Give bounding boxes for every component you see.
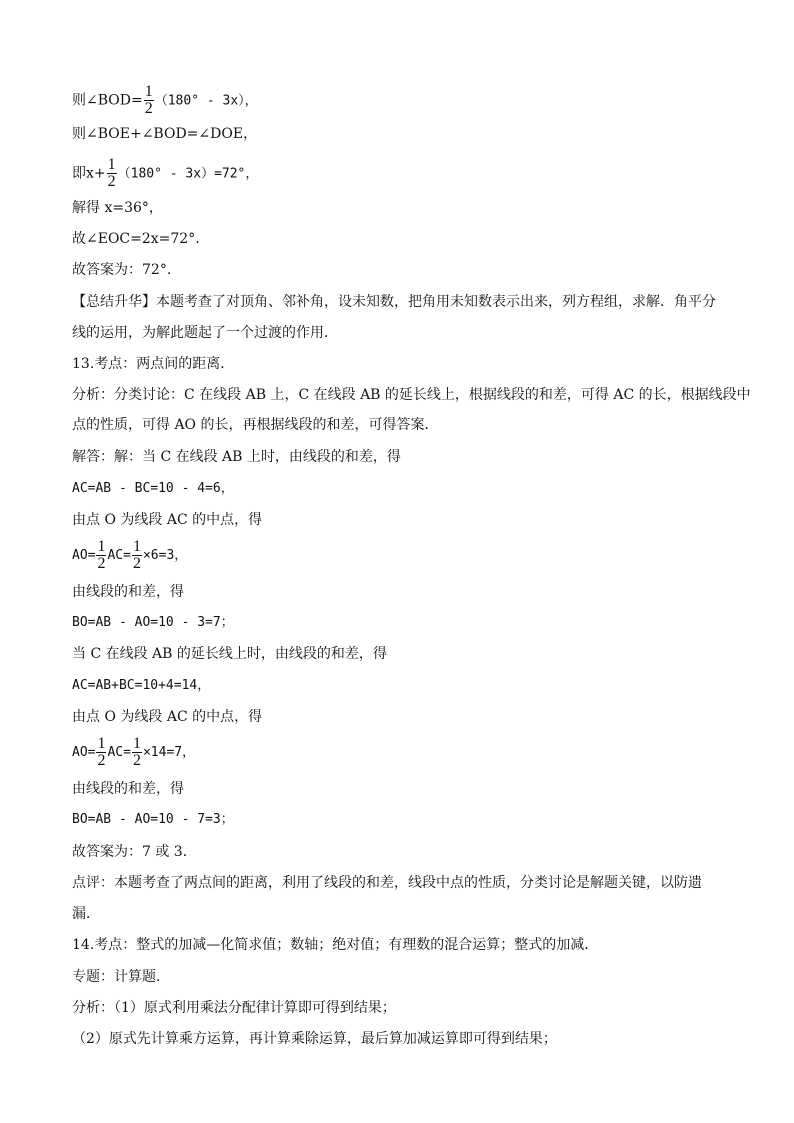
text-segment: 点评：本题考查了两点间的距离，利用了线段的和差，线段中点的性质，分类讨论是解题关键，以防遗 xyxy=(72,875,702,891)
equation-line xyxy=(72,614,234,632)
text-segment: 则∠BOE+∠BOD=∠DOE， xyxy=(72,126,258,142)
fraction xyxy=(132,736,142,769)
fraction-numerator: 1 xyxy=(144,83,153,100)
summary-paragraph-line xyxy=(72,324,338,342)
text-segment: AO= xyxy=(72,548,96,563)
fraction-denominator: 2 xyxy=(132,752,141,769)
equation-line xyxy=(72,736,195,769)
fraction xyxy=(107,157,117,190)
fraction xyxy=(132,539,142,572)
text-segment: 解得 x=36°， xyxy=(72,200,163,216)
fraction-numerator: 1 xyxy=(97,735,106,752)
text-segment: 【总结升华】本题考查了对顶角、邻补角，设未知数，把角用未知数表示出来，列方程组，求解．角平分 xyxy=(72,294,716,310)
fraction-numerator: 1 xyxy=(107,156,116,173)
text-segment: 由点 O 为线段 AC 的中点，得 xyxy=(72,709,263,725)
text-line xyxy=(72,511,262,529)
fraction xyxy=(96,539,106,572)
analysis-line xyxy=(72,999,396,1017)
text-segment: 14.考点：整式的加减—化简求值；数轴；绝对值；有理数的混合运算；整式的加减． xyxy=(72,937,599,953)
text-segment: ×6=3， xyxy=(142,548,188,563)
fraction-denominator: 2 xyxy=(132,555,141,572)
equation-line xyxy=(72,539,187,572)
text-segment: 当 C 在线段 AB 的延长线上时，由线段的和差，得 xyxy=(72,646,387,662)
text-line xyxy=(72,968,170,986)
text-segment: 故答案为：7 或 3． xyxy=(72,844,197,860)
equation-line xyxy=(72,811,234,829)
text-line xyxy=(72,157,258,190)
fraction-numerator: 1 xyxy=(132,735,141,752)
text-line xyxy=(72,261,171,279)
text-line xyxy=(72,84,258,117)
fraction-numerator: 1 xyxy=(97,538,106,555)
text-segment: 点的性质，可得 AO 的长，再根据线段的和差，可得答案． xyxy=(72,417,439,433)
text-segment: ×14=7， xyxy=(142,745,196,760)
text-line xyxy=(72,230,200,248)
analysis-line xyxy=(72,416,439,434)
text-segment: 13.考点：两点间的距离． xyxy=(72,356,235,372)
text-line xyxy=(72,780,184,798)
text-segment: 漏． xyxy=(72,906,100,922)
answer-line xyxy=(72,843,197,861)
text-segment: BO=AB - AO=10 - 7=3； xyxy=(72,812,234,827)
text-segment: AC= xyxy=(107,548,131,563)
fraction xyxy=(96,736,106,769)
solution-line xyxy=(72,645,387,663)
fraction xyxy=(144,84,154,117)
text-line xyxy=(72,125,257,143)
text-segment: 则∠BOD= xyxy=(72,92,143,109)
text-segment: 解答：解：当 C 在线段 AB 上时，由线段的和差，得 xyxy=(72,449,401,465)
text-segment: 分析：（1）原式利用乘法分配律计算即可得到结果； xyxy=(72,1000,396,1016)
fraction-denominator: 2 xyxy=(144,100,153,117)
text-segment: 即x+ xyxy=(72,165,106,182)
text-segment: 由点 O 为线段 AC 的中点，得 xyxy=(72,512,263,528)
text-segment: 故∠EOC=2x=72°. xyxy=(72,231,200,247)
fraction-denominator: 2 xyxy=(97,752,106,769)
text-segment: 由线段的和差，得 xyxy=(72,584,184,600)
analysis-line xyxy=(72,386,751,404)
text-segment: 线的运用，为解此题起了一个过渡的作用． xyxy=(72,325,338,341)
text-line xyxy=(72,583,184,601)
fraction-numerator: 1 xyxy=(132,538,141,555)
text-segment: BO=AB - AO=10 - 3=7； xyxy=(72,615,234,630)
text-segment: AC=AB+BC=10+4=14， xyxy=(72,678,211,693)
text-segment: （180° - 3x）， xyxy=(154,93,258,109)
text-segment: （180° - 3x）=72°， xyxy=(117,166,259,182)
fraction-denominator: 2 xyxy=(97,555,106,572)
text-segment: AC=AB - BC=10 - 4=6， xyxy=(72,481,234,496)
question-heading xyxy=(72,355,234,373)
text-segment: 专题：计算题． xyxy=(72,969,170,985)
text-segment: AC= xyxy=(107,745,131,760)
equation-line xyxy=(72,480,234,498)
text-segment: 分析：分类讨论：C 在线段 AB 上，C 在线段 AB 的延长线上，根据线段的和差，可得 AC 的长，根据线段中 xyxy=(72,387,751,403)
text-segment: 故答案为：72°. xyxy=(72,262,172,278)
text-segment: 由线段的和差，得 xyxy=(72,781,184,797)
fraction-denominator: 2 xyxy=(107,173,116,190)
text-segment: （2）原式先计算乘方运算，再计算乘除运算，最后算加减运算即可得到结果； xyxy=(72,1031,557,1047)
question-heading xyxy=(72,936,598,954)
comment-line xyxy=(72,874,702,892)
solution-line xyxy=(72,448,401,466)
text-segment: AO= xyxy=(72,745,96,760)
comment-line xyxy=(72,905,100,923)
summary-paragraph-line xyxy=(72,293,716,311)
analysis-line xyxy=(72,1030,557,1048)
text-line xyxy=(72,708,262,726)
equation-line xyxy=(72,677,210,695)
text-line xyxy=(72,199,163,217)
